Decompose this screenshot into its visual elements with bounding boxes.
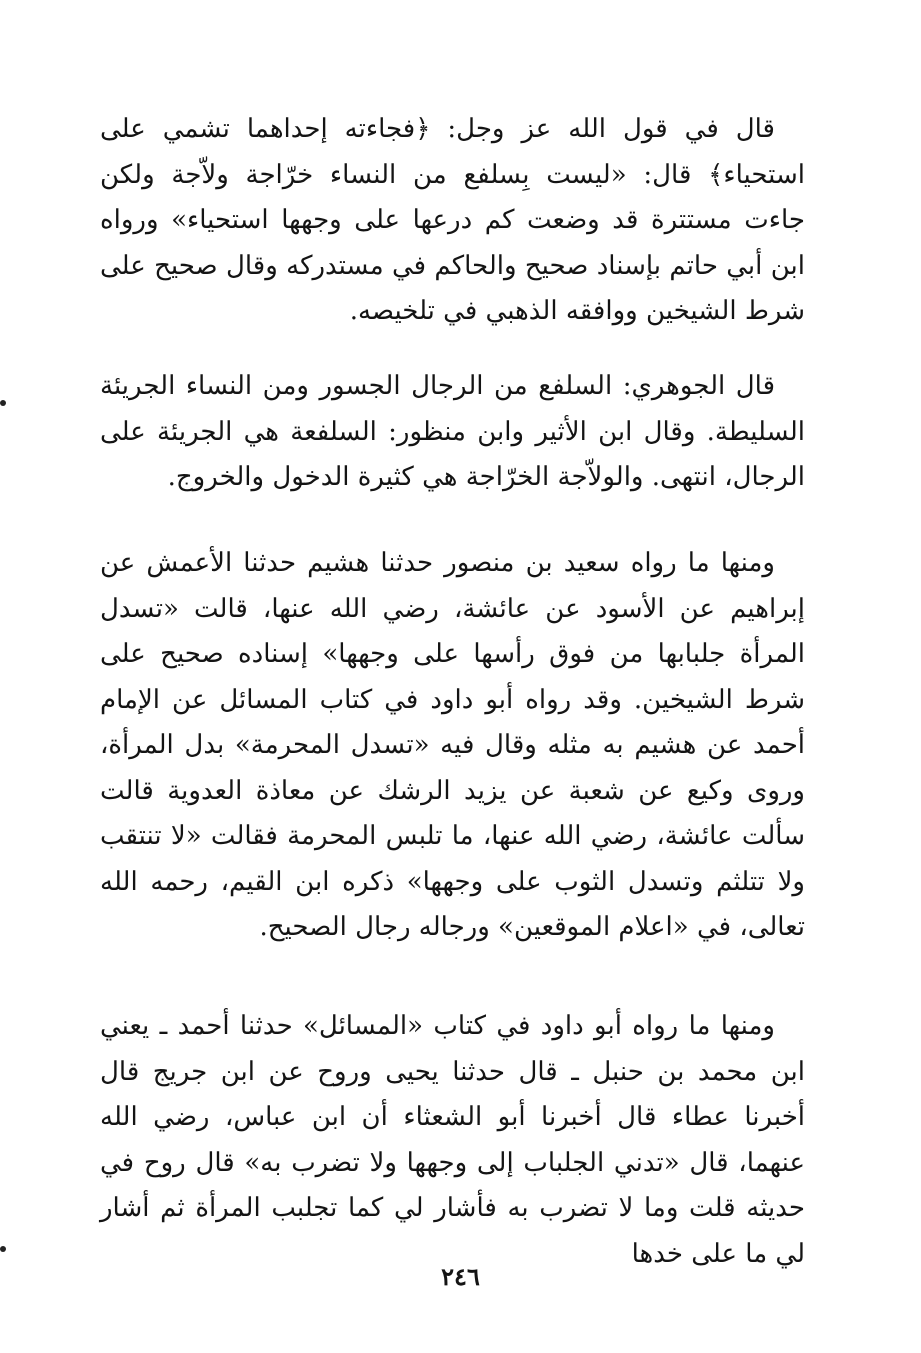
scan-artifact [0,1246,6,1252]
paragraph-3 [100,541,805,951]
paragraph-text: ومنها ما رواه أبو داود في كتاب «المسائل» حدثنا أحمد ـ يعني ابن محمد بن حنبل ـ قال حدثنا يحيى وروح عن ابن جريج قال أخبرنا عطاء قال أخبرنا أبو الشعثاء أن ابن عباس، رضي الله عنهما، قال «تدني الجلباب إلى وجهها ولا تضرب به» قال روح في حديثه قلت وما لا تضرب به فأشار لي كما تجلبب المرأة ثم أشار لي ما على خدها [100,1011,805,1269]
paragraph-text: قال الجوهري: السلفع من الرجال الجسور ومن النساء الجريئة السليطة. وقال ابن الأثير وابن منظور: السلفعة هي الجريئة على الرجال، انتهى. والولاّجة الخرّاجة هي كثيرة الدخول والخروج. [100,371,805,492]
paragraph-4 [100,1004,805,1277]
scan-artifact [0,400,6,406]
paragraph-1 [100,107,805,335]
paragraph-2 [100,364,805,501]
paragraph-text: ومنها ما رواه سعيد بن منصور حدثنا هشيم حدثنا الأعمش عن إبراهيم عن الأسود عن عائشة، رضي الله عنها، قالت «تسدل المرأة جلبابها من فوق رأسها على وجهها» إسناده صحيح على شرط الشيخين. وقد رواه أبو داود في كتاب المسائل عن الإمام أحمد عن هشيم به مثله وقال فيه «تسدل المحرمة» بدل المرأة، وروى وكيع عن شعبة عن يزيد الرشك عن معاذة العدوية قالت سألت عائشة، رضي الله عنها، ما تلبس المحرمة فقالت «لا تنتقب ولا تتلثم وتسدل الثوب على وجهها» ذكره ابن القيم، رحمه الله تعالى، في «اعلام الموقعين» ورجاله رجال الصحيح. [100,548,805,942]
paragraph-text: قال في قول الله عز وجل: ﴿فجاءته إحداهما تشمي على استحياء﴾ قال: «ليست بِسلفع من النساء خرّاجة ولاّجة ولكن جاءت مستترة قد وضعت كم درعها على وجهها استحياء» ورواه ابن أبي حاتم بإسناد صحيح والحاكم في مستدركه وقال صحيح على شرط الشيخين ووافقه الذهبي في تلخيصه. [100,114,805,326]
page-number: ٢٤٦ [441,1262,480,1291]
